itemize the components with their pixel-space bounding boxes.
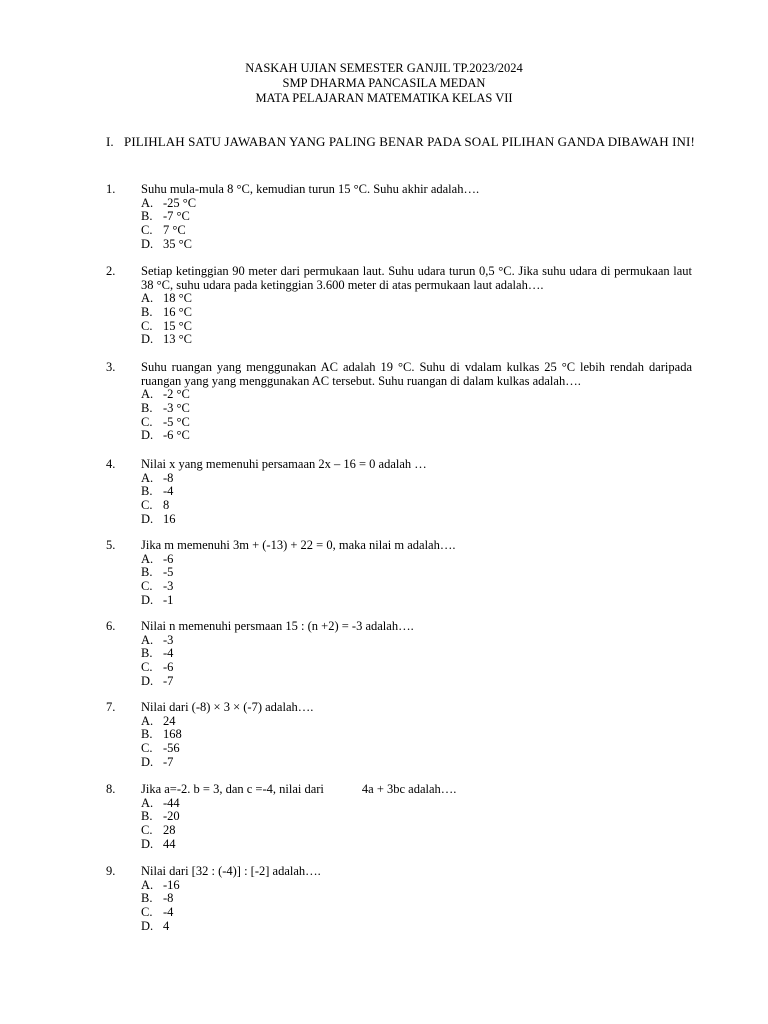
question-number: 6. (106, 619, 116, 633)
question-text: Suhu mula-mula 8 °C, kemudian turun 15 °C. Suhu akhir adalah…. (141, 182, 480, 196)
option-b: B. 16 °C (141, 305, 192, 320)
option-d: D. 13 °C (141, 332, 192, 347)
options-list (141, 197, 692, 252)
question-text: Nilai x yang memenuhi persamaan 2x – 16 = 0 adalah … (141, 457, 427, 471)
question-text: Nilai dari [32 : (-4)] : [-2] adalah…. (141, 864, 321, 878)
option-c: C. -6 (141, 660, 174, 675)
options-list (141, 879, 692, 934)
option-d: D. 4 (141, 918, 170, 933)
option-a: A. -16 (141, 877, 180, 892)
option-c: C. 28 (141, 823, 176, 838)
options-list (141, 797, 692, 852)
option-d: D. -7 (141, 673, 174, 688)
option-d: D. -1 (141, 592, 174, 607)
question-number: 5. (106, 538, 116, 552)
options-list (141, 553, 692, 608)
question-text: Setiap ketinggian 90 meter dari permukaan laut. Suhu udara turun 0,5 °C. Jika suhu udara di permukaan laut 38 °C, suhu udara pada ketinggian 3.600 meter di atas permukaan laut adalah…. (141, 264, 692, 292)
option-d: D. 16 (141, 511, 176, 526)
question-number: 9. (106, 864, 116, 878)
question-3 (106, 361, 692, 443)
option-c: C. -5 °C (141, 414, 190, 429)
section-number: I. (106, 134, 114, 149)
question-text: Suhu ruangan yang menggunakan AC adalah 19 °C. Suhu di vdalam kulkas 25 °C lebih rendah daripada ruangan yang yang menggunakan AC tersebut. Suhu ruangan di dalam kulkas adalah…. (141, 360, 692, 388)
option-a: A. -44 (141, 795, 180, 810)
exam-header (0, 61, 768, 106)
header-line-2: SMP DHARMA PANCASILA MEDAN (282, 76, 486, 90)
question-formula: 4a + 3bc adalah…. (361, 782, 457, 796)
question-number: 7. (106, 700, 116, 714)
question-4 (106, 458, 692, 526)
question-5 (106, 539, 692, 607)
option-c: C. -3 (141, 579, 174, 594)
option-b: B. 168 (141, 727, 182, 742)
question-text: Jika m memenuhi 3m + (-13) + 22 = 0, maka nilai m adalah…. (141, 538, 456, 552)
question-text: Jika a=-2. b = 3, dan c =-4, nilai dari 4a + 3bc adalah…. (141, 782, 457, 796)
options-list (141, 388, 692, 443)
section-title: PILIHLAH SATU JAWABAN YANG PALING BENAR PADA SOAL PILIHAN GANDA DIBAWAH INI! (124, 134, 695, 149)
option-a: A. -6 (141, 551, 174, 566)
option-d: D. 44 (141, 836, 176, 851)
option-a: A. 24 (141, 713, 176, 728)
option-a: A. -3 (141, 632, 174, 647)
question-number: 4. (106, 457, 116, 471)
options-list (141, 715, 692, 770)
question-text: Nilai dari (-8) × 3 × (-7) adalah…. (141, 700, 314, 714)
option-b: B. -3 °C (141, 401, 190, 416)
option-a: A. -2 °C (141, 387, 190, 402)
option-b: B. -7 °C (141, 209, 190, 224)
option-c: C. 15 °C (141, 318, 192, 333)
question-7 (106, 701, 692, 769)
option-d: D. -7 (141, 754, 174, 769)
option-b: B. -4 (141, 484, 174, 499)
header-line-1: NASKAH UJIAN SEMESTER GANJIL TP.2023/2024 (245, 61, 523, 75)
option-c: C. 7 °C (141, 223, 186, 238)
header-line-3: MATA PELAJARAN MATEMATIKA KELAS VII (255, 91, 513, 105)
option-a: A. -25 °C (141, 195, 197, 210)
question-text: Nilai n memenuhi persmaan 15 : (n +2) = -3 adalah…. (141, 619, 414, 633)
option-c: C. -56 (141, 741, 180, 756)
question-1 (106, 183, 692, 251)
question-number: 8. (106, 782, 116, 796)
question-2 (106, 265, 692, 347)
options-list (141, 634, 692, 689)
option-a: A. -8 (141, 470, 174, 485)
question-number: 3. (106, 360, 116, 374)
question-number: 1. (106, 182, 116, 196)
options-list (141, 472, 692, 527)
option-b: B. -8 (141, 891, 174, 906)
option-d: D. -6 °C (141, 428, 190, 443)
question-9 (106, 865, 692, 933)
option-c: C. -4 (141, 905, 174, 920)
question-6 (106, 620, 692, 688)
question-8 (106, 783, 692, 851)
section-instruction (106, 133, 696, 150)
option-b: B. -5 (141, 565, 174, 580)
option-b: B. -20 (141, 809, 180, 824)
option-c: C. 8 (141, 498, 170, 513)
question-number: 2. (106, 264, 116, 278)
options-list (141, 292, 692, 347)
option-d: D. 35 °C (141, 236, 192, 251)
option-b: B. -4 (141, 646, 174, 661)
option-a: A. 18 °C (141, 291, 192, 306)
